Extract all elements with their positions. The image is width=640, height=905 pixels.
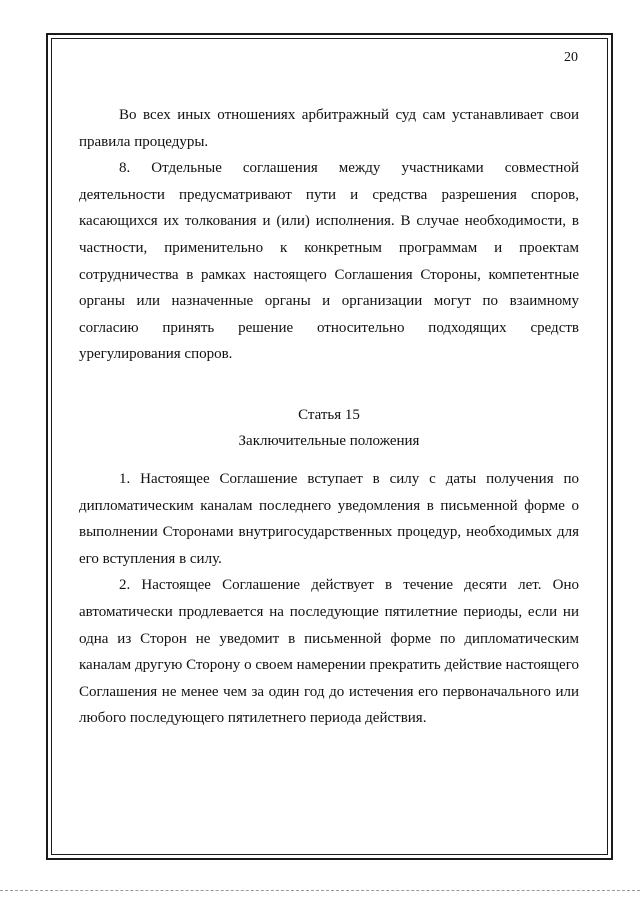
intro-text — [79, 102, 579, 368]
paragraph-duration: 2. Настоящее Соглашение действует в течение десяти лет. Оно автоматически продлевается на последующие пятилетние периоды, если ни одна из Сторон не уведомит в письменной форме по дипломатическим каналам другую Сторону о своем намерении прекратить действие настоящего Соглашения не менее чем за один год до истечения его первоначального или любого последующего пятилетнего периода действия. — [79, 577, 579, 727]
article-text — [79, 466, 579, 732]
page-number: 20 — [564, 50, 578, 65]
paragraph-dispute-resolution: 8. Отдельные соглашения между участниками совместной деятельности предусматривают пути и средства разрешения споров, касающихся их толкования и (или) исполнения. В случае необходимости, в частности, применительно к конкретным программам и проектам сотрудничества в рамках настоящего Соглашения Стороны, компетентные органы или назначенные органы и организации могут по взаимному согласию принять решение относительно подходящих средств урегулирования споров. — [79, 160, 579, 363]
article-number: Статья 15 — [298, 407, 360, 423]
article-title: Заключительные положения — [238, 433, 420, 449]
paragraph-arbitration-procedure: Во всех иных отношениях арбитражный суд сам устанавливает свои правила процедуры. — [79, 107, 579, 150]
paragraph-entry-into-force: 1. Настоящее Соглашение вступает в силу с даты получения по дипломатическим каналам последнего уведомления в письменной форме о выполнении Сторонами внутригосударственных процедур, необходимых для его вступления в силу. — [79, 471, 579, 567]
scan-edge-line — [0, 890, 640, 891]
